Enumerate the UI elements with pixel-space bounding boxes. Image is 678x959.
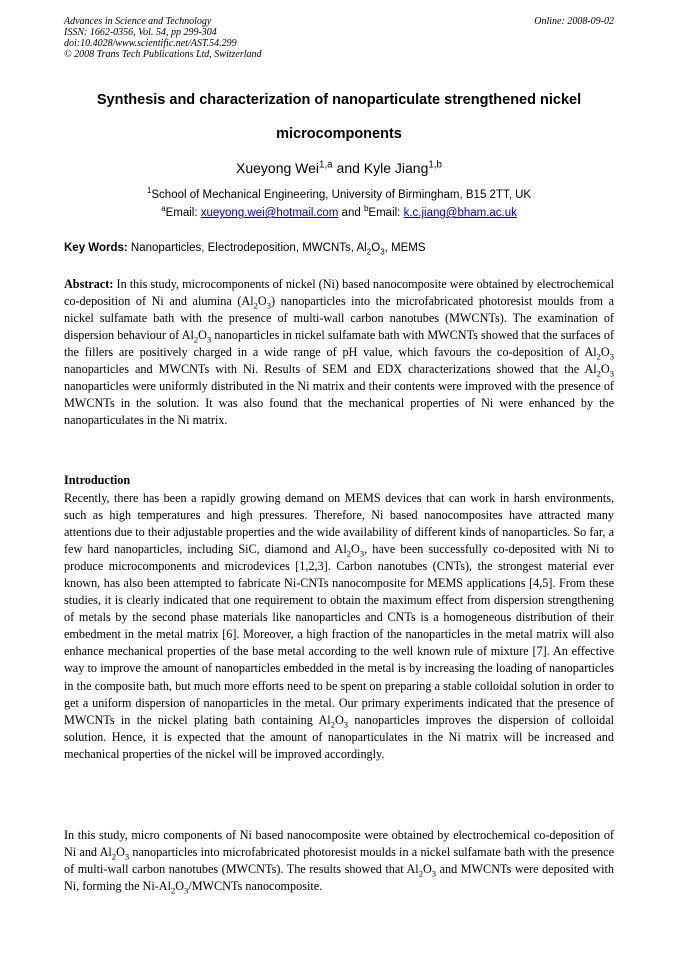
affiliation-text: School of Mechanical Engineering, University of Birmingham, B15 2TT, UK <box>151 189 532 201</box>
affiliation <box>40 186 638 201</box>
email-link-a[interactable]: xueyong.wei@hotmail.com <box>200 207 339 219</box>
author-conjunction: and <box>332 160 364 176</box>
journal-header <box>64 16 262 60</box>
abstract-label: Abstract: <box>64 277 114 291</box>
email-label-a: Email: <box>165 207 201 219</box>
email-line <box>40 204 638 219</box>
subscript: 3 <box>380 247 385 257</box>
intro-text: and MWCNTs were deposited with Ni, forming the Ni-Al <box>64 862 614 894</box>
introduction-paragraph-2 <box>64 827 614 895</box>
doi-line: doi:10.4028/www.scientific.net/AST.54.299 <box>64 38 237 49</box>
abstract-text: In this study, microcomponents of nickel (Ni) based nanocomposite were obtained by electrochemical co-deposition of Ni and alumina (Al <box>64 277 614 309</box>
email-conjunction: and <box>338 207 364 219</box>
intro-text: nanoparticles into microfabricated photoresist moulds in a nickel sulfamate bath with the presence of multi-wall carbon nanotubes (MWCNTs). The results showed that Al <box>64 845 614 877</box>
abstract <box>64 276 614 429</box>
subscript: 3 <box>609 351 614 362</box>
keywords-text: O <box>371 242 381 254</box>
journal-name: Advances in Science and Technology <box>64 16 212 27</box>
subscript: 2 <box>346 548 352 559</box>
subscript: 3 <box>124 851 130 862</box>
subscript: 2 <box>193 334 199 345</box>
subscript: 2 <box>596 351 601 362</box>
intro-text: O <box>422 862 432 877</box>
affiliation-marker: 1 <box>146 186 152 196</box>
intro-text: O <box>116 845 125 860</box>
abstract-text: O <box>600 362 610 377</box>
keywords-label: Key Words: <box>64 242 128 254</box>
intro-text: O <box>351 542 360 557</box>
subscript: 2 <box>596 368 601 379</box>
subscript: 2 <box>418 868 423 879</box>
subscript: 2 <box>330 719 335 730</box>
keywords-text: Nanoparticles, Electrodeposition, MWCNTs, Al <box>127 242 367 254</box>
email-a-marker: a <box>161 204 166 214</box>
email-label-b: Email: <box>368 207 404 219</box>
author-2: Kyle Jiang <box>363 160 429 176</box>
subscript: 3 <box>206 334 212 345</box>
subscript: 3 <box>609 368 614 379</box>
online-date: Online: 2008-09-02 <box>534 16 614 27</box>
subscript: 3 <box>431 868 437 879</box>
email-b-marker: b <box>363 204 369 214</box>
introduction-heading: Introduction <box>64 473 131 487</box>
author-line <box>40 160 638 176</box>
abstract-text: nanoparticles in nickel sulfamate bath with MWCNTs showed that the surfaces of the fillers are positively charged in a wide range of pH value, which favours the co-deposition of Al <box>64 328 615 360</box>
abstract-text: ) nanoparticles into the microfabricated photoresist moulds from a nickel sulfamate bath with the presence of multi-wall carbon nanotubes (MWCNTs). The examination of dispersion behaviour of Al <box>64 294 614 343</box>
issn-line: ISSN: 1662-0356, Vol. 54, pp 299-304 <box>64 27 217 38</box>
subscript: 3 <box>343 719 349 730</box>
keywords <box>64 242 426 257</box>
intro-text: O <box>334 712 344 727</box>
subscript: 2 <box>253 300 258 311</box>
intro-text: , have been successfully co-deposited with Ni to produce microcomponents and microdevices [1,2,3]. Carbon nanotubes (CNTs), the strongest material ever known, has also been attempted to fabricate Ni-CNTs nanocomposite for MEMS applications [4,5]. From these studies, it is clearly indicated that one requirement to obtain the maximum effect from dispersion strengthening of metals by the second phase materials like nanoparticles and CNTs is a homogeneous distribution of their embedment in the metal matrix [6]. Moreover, a high fraction of the nanoparticles in the metal matrix will also enhance mechanical properties of the base metal according to the well known rule of mixture [7]. An effective way to improve the amount of nanoparticles embedded in the metal is by increasing the loading of nanoparticles in the composite bath, but much more efforts need to be spent on preparing a stable colloidal solution in order to get a uniform dispersion of nanoparticles in the metal. Our primary experiments indicated that the presence of MWCNTs in the nickel plating bath containing Al <box>64 542 614 727</box>
copyright-line: © 2008 Trans Tech Publications Ltd, Switzerland <box>64 49 262 60</box>
abstract-text: O <box>600 345 610 360</box>
subscript: 3 <box>359 548 365 559</box>
subscript: 2 <box>170 885 176 896</box>
abstract-text: nanoparticles and MWCNTs with Ni. Results of SEM and EDX characterizations showed that the Al <box>64 362 597 377</box>
subscript: 2 <box>366 247 372 257</box>
subscript: 2 <box>111 851 117 862</box>
paper-title-line-1: Synthesis and characterization of nanoparticulate strengthened nickel <box>96 92 582 108</box>
intro-text: /MWCNTs nanocomposite. <box>188 879 323 894</box>
keywords-text: , MEMS <box>384 242 426 254</box>
author-2-affil: 1,b <box>428 159 442 171</box>
intro-text: nanoparticles improves the dispersion of colloidal solution. Hence, it is expected that the amount of nanoparticulates in the Ni matrix will be increased and mechanical properties of the nickel will be improved accordingly. <box>64 712 615 761</box>
abstract-text: O <box>198 328 207 343</box>
introduction-paragraph-1 <box>64 490 614 763</box>
email-link-b[interactable]: k.c.jiang@bham.ac.uk <box>403 207 517 219</box>
subscript: 3 <box>266 300 271 311</box>
abstract-text: nanoparticles were uniformly distributed in the Ni matrix and their contents were improved with the presence of MWCNTs in the solution. It was also found that the mechanical properties of Ni were enhanced by the nanoparticulates in the Ni matrix. <box>64 379 614 428</box>
abstract-text: O <box>257 294 267 309</box>
subscript: 3 <box>184 885 189 896</box>
intro-text: In this study, micro components of Ni based nanocomposite were obtained by electrochemical co-deposition of Ni and Al <box>64 828 614 860</box>
intro-text: Recently, there has been a rapidly growing demand on MEMS devices that can work in harsh environments, such as high temperatures and high pressures. Therefore, Ni based nanocomposites have attracted many attentions due to their adjustable properties and the wide availability of different kinds of nanoparticles. So far, a few hard nanoparticles, including SiC, diamond and Al <box>64 491 614 557</box>
paper-title-line-2: microcomponents <box>276 126 402 142</box>
author-1: Xueyong Wei <box>236 160 320 176</box>
author-1-affil: 1,a <box>319 159 333 171</box>
intro-text: O <box>175 879 185 894</box>
